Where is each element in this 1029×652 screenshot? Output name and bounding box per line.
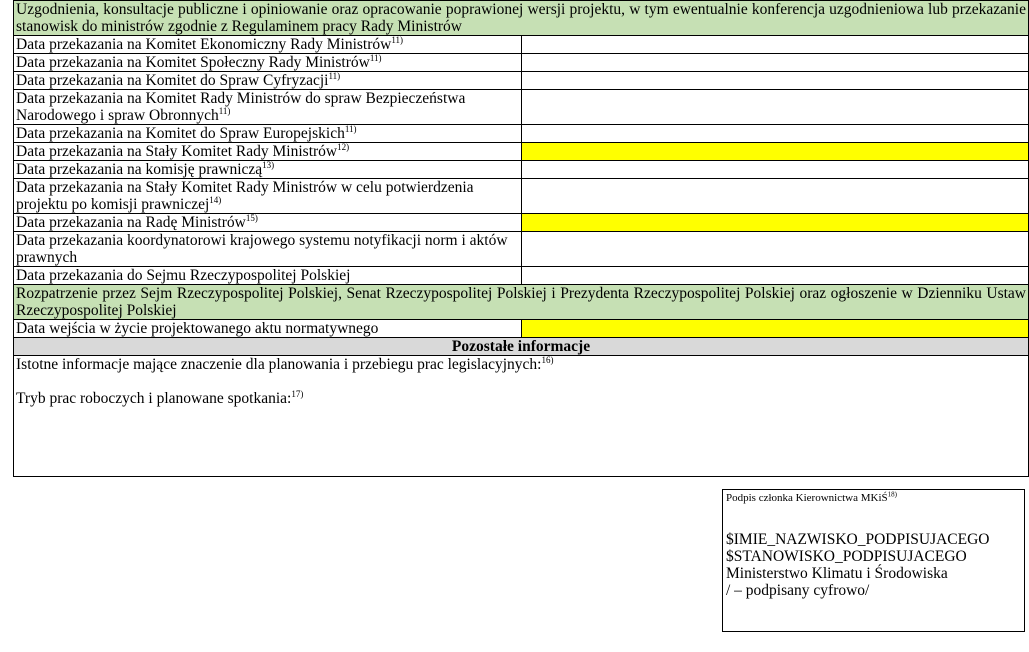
planning-info-text: Istotne informacje mające znaczenie dla planowania i przebiegu prac legislacyjnych: <box>16 356 542 373</box>
other-info-header-row <box>14 338 1029 356</box>
date-row-1-label <box>14 36 522 54</box>
date-row-10 <box>14 232 1029 267</box>
date-row-2-label-text: Data przekazania na Komitet Społeczny Rady Ministrów <box>16 54 370 71</box>
working-mode-ref: 17) <box>291 388 304 399</box>
date-row-2-value[interactable] <box>521 54 1029 72</box>
entry-into-force-row <box>14 320 1029 338</box>
date-row-1 <box>14 36 1029 54</box>
date-row-7 <box>14 161 1029 179</box>
date-row-6-value[interactable] <box>521 143 1029 161</box>
working-mode-text: Tryb prac roboczych i planowane spotkania: <box>16 390 292 407</box>
date-row-9-footnote-ref: 15) <box>245 212 258 223</box>
signer-position: $STANOWISKO_PODPISUJACEGO <box>726 548 967 565</box>
other-info-header: Pozostałe informacje <box>14 338 1029 356</box>
date-row-9-label-text: Data przekazania na Radę Ministrów <box>16 214 246 231</box>
date-row-6-label <box>14 143 522 161</box>
date-row-7-label <box>14 161 522 179</box>
date-row-9-value[interactable] <box>521 214 1029 232</box>
date-row-3-value[interactable] <box>521 72 1029 90</box>
signature-caption-text: Podpis członka Kierownictwa MKiŚ <box>726 492 888 504</box>
signer-name: $IMIE_NAZWISKO_PODPISUJACEGO <box>726 531 990 548</box>
date-row-10-label <box>14 232 522 267</box>
date-row-11-value[interactable] <box>521 267 1029 285</box>
planning-info <box>16 356 1026 373</box>
signature-box <box>722 489 1025 632</box>
legislative-schedule-table <box>13 0 1029 477</box>
date-row-4-value[interactable] <box>521 90 1029 125</box>
signer-ministry: Ministerstwo Klimatu i Środowiska <box>726 565 948 582</box>
other-info-row <box>14 356 1029 477</box>
date-row-8-footnote-ref: 14) <box>209 194 222 205</box>
date-row-6 <box>14 143 1029 161</box>
date-row-7-footnote-ref: 13) <box>262 159 275 170</box>
date-row-1-value[interactable] <box>521 36 1029 54</box>
section-parliament-title: Rozpatrzenie przez Sejm Rzeczypospolitej Polskiej, Senat Rzeczypospolitej Polskiej i Prezydenta Rzeczypospolitej Polskiej oraz ogłoszenie w Dzienniku Ustaw Rzeczypospolitej Polskiej <box>14 285 1029 320</box>
date-row-8-label-text: Data przekazania na Stały Komitet Rady Ministrów w celu potwierdzenia projektu po komisji prawniczej <box>16 179 474 213</box>
signature-note: / – podpisany cyfrowo/ <box>726 582 870 599</box>
date-row-8 <box>14 179 1029 214</box>
date-row-11 <box>14 267 1029 285</box>
date-row-7-value[interactable] <box>521 161 1029 179</box>
other-info-cell[interactable] <box>14 356 1029 477</box>
date-row-6-label-text: Data przekazania na Stały Komitet Rady Ministrów <box>16 143 338 160</box>
date-row-3-footnote-ref: 11) <box>328 70 341 81</box>
date-row-6-footnote-ref: 12) <box>337 141 350 152</box>
date-row-5-label <box>14 125 522 143</box>
date-row-2-label <box>14 54 522 72</box>
signature-caption-ref: 18) <box>887 490 897 499</box>
date-row-5-footnote-ref: 11) <box>344 123 357 134</box>
date-row-1-label-text: Data przekazania na Komitet Ekonomiczny Rady Ministrów <box>16 36 392 53</box>
signature-caption <box>726 492 1021 505</box>
planning-info-ref: 16) <box>541 354 554 365</box>
date-row-9-label <box>14 214 522 232</box>
date-row-2-footnote-ref: 11) <box>369 52 382 63</box>
date-row-4-footnote-ref: 11) <box>218 105 231 116</box>
date-row-5 <box>14 125 1029 143</box>
date-row-10-value[interactable] <box>521 232 1029 267</box>
date-row-4 <box>14 90 1029 125</box>
date-row-3-label <box>14 72 522 90</box>
section-parliament-row <box>14 285 1029 320</box>
date-row-8-label <box>14 179 522 214</box>
date-row-2 <box>14 54 1029 72</box>
date-row-5-value[interactable] <box>521 125 1029 143</box>
date-row-11-label <box>14 267 522 285</box>
date-row-10-label-text: Data przekazania koordynatorowi krajowego systemu notyfikacji norm i aktów prawnych <box>16 232 508 266</box>
section-consultations-title: Uzgodnienia, konsultacje publiczne i opiniowanie oraz opracowanie poprawionej wersji projektu, w tym ewentualnie konferencja uzgodnieniowa lub przekazanie stanowisk do ministrów zgodnie z Regulaminem pracy Rady Ministrów <box>14 1 1029 36</box>
date-row-8-value[interactable] <box>521 179 1029 214</box>
date-row-11-label-text: Data przekazania do Sejmu Rzeczypospolitej Polskiej <box>16 267 351 284</box>
date-row-7-label-text: Data przekazania na komisję prawniczą <box>16 161 263 178</box>
entry-into-force-row-label <box>14 320 522 338</box>
section-consultations-row <box>14 1 1029 36</box>
date-row-5-label-text: Data przekazania na Komitet do Spraw Europejskich <box>16 125 345 142</box>
date-row-4-label-text: Data przekazania na Komitet Rady Ministrów do spraw Bezpieczeństwa Narodowego i spraw Obronnych <box>16 90 466 124</box>
date-row-3-label-text: Data przekazania na Komitet do Spraw Cyfryzacji <box>16 72 329 89</box>
date-row-9 <box>14 214 1029 232</box>
entry-into-force-row-label-text: Data wejścia w życie projektowanego aktu normatywnego <box>16 320 379 337</box>
date-row-1-footnote-ref: 11) <box>391 34 404 45</box>
date-row-4-label <box>14 90 522 125</box>
date-row-3 <box>14 72 1029 90</box>
working-mode-info <box>16 390 1026 407</box>
entry-into-force-row-value[interactable] <box>521 320 1029 338</box>
